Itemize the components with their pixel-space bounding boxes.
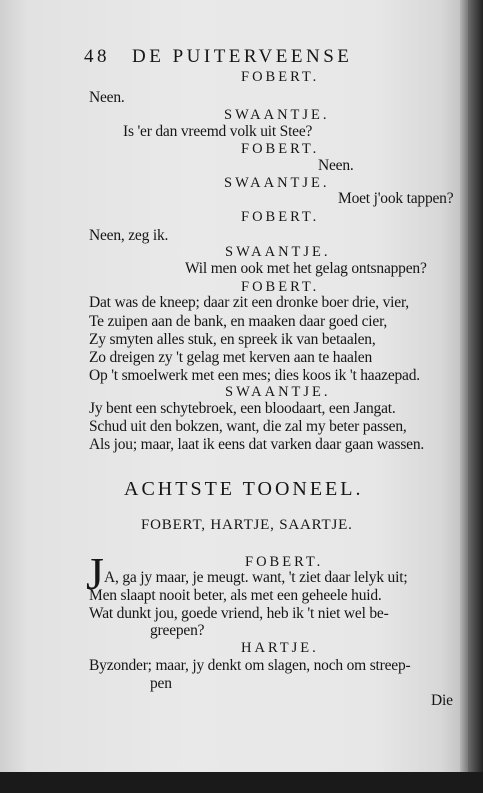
dialogue-line: Men slaapt nooit beter, als met een geheele huid. bbox=[89, 587, 382, 604]
speaker-name: SWAANTJE. bbox=[224, 107, 330, 123]
speaker-name: SWAANTJE. bbox=[224, 175, 330, 191]
catchword: Die bbox=[431, 692, 453, 709]
speaker-name: HARTJE. bbox=[241, 640, 319, 656]
scene-title: ACHTSTE TOONEEL. bbox=[124, 478, 364, 500]
speaker-name: FOBERT. bbox=[241, 209, 320, 225]
dialogue-line: Neen, zeg ik. bbox=[89, 227, 169, 244]
dialogue-line: greepen? bbox=[150, 622, 205, 639]
dialogue-line: Wat dunkt jou, goede vriend, heb ik 't niet wel be- bbox=[89, 605, 389, 622]
running-title: DE PUITERVEENSE bbox=[132, 46, 353, 67]
dialogue-line: Als jou; maar, laat ik eens dat varken daar gaan wassen. bbox=[89, 436, 425, 453]
dialogue-line: Zo dreigen zy 't gelag met kerven aan te haalen bbox=[89, 349, 373, 366]
speaker-name: FOBERT. bbox=[245, 554, 324, 570]
speaker-name: FOBERT. bbox=[241, 141, 320, 157]
scene-characters: FOBERT, HARTJE, SAARTJE. bbox=[141, 517, 353, 533]
dialogue-line: Moet j'ook tappen? bbox=[338, 190, 454, 207]
dialogue-line: Jy bent een schytebroek, een bloodaart, een Jangat. bbox=[89, 400, 396, 417]
dialogue-line: Te zuipen aan de bank, en maaken daar goed cier, bbox=[89, 313, 388, 330]
speaker-name: FOBERT. bbox=[241, 69, 320, 85]
dialogue-line: Schud uit den bokzen, want, die zal my beter passen, bbox=[89, 418, 407, 435]
dialogue-line: Neen. bbox=[318, 157, 354, 174]
speaker-name: SWAANTJE. bbox=[225, 384, 331, 400]
drop-cap: J bbox=[86, 548, 104, 599]
dialogue-line: Wil men ook met het gelag ontsnappen? bbox=[185, 260, 427, 277]
dialogue-line: Op 't smoelwerk met een mes; dies koos ik 't haazepad. bbox=[89, 367, 420, 384]
dialogue-line: Neen. bbox=[89, 89, 125, 106]
page-bottom-shadow bbox=[0, 772, 483, 793]
speaker-name: FOBERT. bbox=[241, 279, 320, 295]
dialogue-line: A, ga jy maar, je meugt. want, 't ziet daar lelyk uit; bbox=[104, 569, 408, 586]
page-number: 48 bbox=[84, 46, 110, 67]
dialogue-line: Byzonder; maar, jy denkt om slagen, noch om streep- bbox=[89, 657, 411, 674]
page-gutter-shadow bbox=[460, 0, 468, 772]
dialogue-line: Is 'er dan vreemd volk uit Stee? bbox=[123, 123, 313, 140]
dialogue-line: Zy smyten alles stuk, en spreek ik van betaalen, bbox=[89, 331, 376, 348]
dialogue-line: pen bbox=[150, 675, 172, 692]
speaker-name: SWAANTJE. bbox=[225, 244, 331, 260]
dialogue-line: Dat was de kneep; daar zit een dronke boer drie, vier, bbox=[89, 294, 409, 311]
facing-page-edge bbox=[468, 0, 483, 793]
